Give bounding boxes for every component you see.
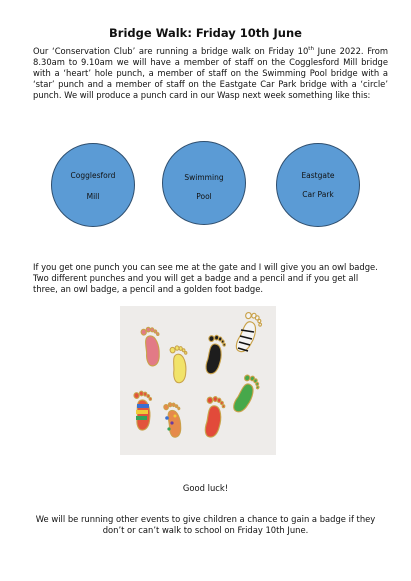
intro-text-part2: June 2022. From 8.30am to 9.10am we will have a member of staff on the Cogglesford Mill bridge with a ‘heart’ hole punch, a member of staff on the Swimming Pool bridge with a ‘star’ punch and a member of staff on the Eastgate Car Park bridge with a ‘circle’ punch. We will produce a punch card in our Wasp next week something like this: bbox=[33, 46, 389, 100]
foot-badges-photo bbox=[120, 306, 276, 455]
punch-circle-label-line2: Pool bbox=[196, 192, 212, 201]
punch-circle-cogglesford-mill bbox=[51, 143, 135, 227]
punch-circle-swimming-pool bbox=[162, 141, 246, 225]
foot-badge-rainbow bbox=[134, 390, 155, 430]
good-luck-text: Good luck! bbox=[182, 483, 229, 493]
foot-badge-spotted bbox=[163, 401, 186, 439]
punch-circle-label-line2: Mill bbox=[86, 192, 100, 201]
foot-badge-yellow bbox=[170, 345, 191, 384]
intro-paragraph bbox=[33, 46, 388, 101]
foot-badge-black bbox=[205, 335, 226, 375]
foot-badge-striped bbox=[234, 311, 264, 355]
reward-paragraph: If you get one punch you can see me at the gate and I will give you an owl badge. Two different punches and you will get a badge and a pencil and if you get all three, an owl badge, a pencil and a golden foot badge. bbox=[33, 262, 378, 294]
punch-circle-label-line1: Eastgate bbox=[301, 171, 335, 180]
intro-ordinal-suffix: th bbox=[308, 46, 314, 53]
intro-text-part1: Our ‘Conservation Club’ are running a bridge walk on Friday 10 bbox=[33, 46, 309, 56]
page-title: Bridge Walk: Friday 10th June bbox=[109, 26, 302, 40]
punch-circle-label-line1: Cogglesford bbox=[70, 171, 116, 180]
punch-circle-label-line2: Car Park bbox=[302, 190, 334, 199]
foot-badge-green bbox=[232, 373, 262, 415]
foot-badge-pink bbox=[140, 325, 165, 367]
punch-circle-label-line1: Swimming bbox=[184, 173, 224, 182]
foot-badge-red bbox=[205, 396, 226, 438]
punch-circle-eastgate-car-park bbox=[276, 143, 360, 227]
other-events-paragraph: We will be running other events to give children a chance to gain a badge if they don’t or can’t walk to school on Friday 10th June. bbox=[35, 514, 376, 535]
